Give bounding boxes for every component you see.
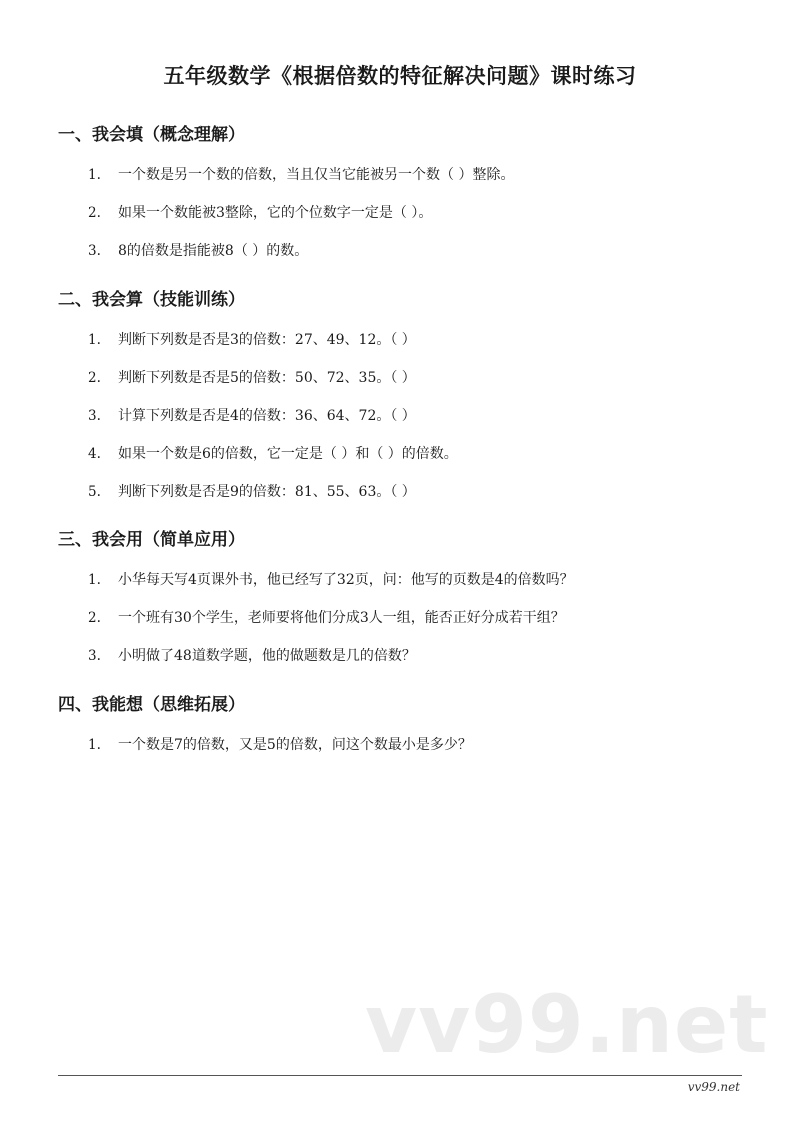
footer-divider [58,1075,742,1076]
question-item [58,482,758,502]
question-text: 判断下列数是否是9的倍数：81、55、63。（ ） [118,484,416,500]
question-text: 一个数是另一个数的倍数，当且仅当它能被另一个数（ ）整除。 [118,167,515,183]
question-text: 计算下列数是否是4的倍数：36、64、72。（ ） [118,408,416,424]
question-number: 4. [88,446,101,462]
question-item [58,570,758,590]
question-item [58,646,758,666]
section-heading: 三、我会用（简单应用） [58,530,245,550]
question-number: 2. [88,205,101,221]
question-item [58,608,758,628]
page-title: 五年级数学《根据倍数的特征解决问题》课时练习 [163,64,637,88]
question-number: 2. [88,610,101,626]
question-item [58,330,758,350]
question-number: 3. [88,243,101,259]
question-text: 判断下列数是否是3的倍数：27、49、12。（ ） [118,332,416,348]
question-text: 小明做了48道数学题，他的做题数是几的倍数？ [118,648,416,664]
question-number: 3. [88,408,101,424]
section-fill-in [58,124,758,279]
section-thinking [58,694,758,773]
question-number: 2. [88,370,101,386]
question-text: 小华每天写4页课外书，他已经写了32页，问：他写的页数是4的倍数吗？ [118,572,574,588]
question-item [58,444,758,464]
question-number: 1. [88,737,101,753]
question-text: 判断下列数是否是5的倍数：50、72、35。（ ） [118,370,416,386]
question-item [58,406,758,426]
question-item [58,203,758,223]
question-text: 一个班有30个学生，老师要将他们分成3人一组，能否正好分成若干组？ [118,610,565,626]
question-item [58,368,758,388]
question-text: 如果一个数是6的倍数，它一定是（ ）和（ ）的倍数。 [118,446,458,462]
section-heading: 四、我能想（思维拓展） [58,695,245,715]
section-application [58,529,758,684]
question-number: 5. [88,484,101,500]
question-item [58,735,758,755]
question-item [58,241,758,261]
question-number: 3. [88,648,101,664]
question-text: 一个数是7的倍数，又是5的倍数，问这个数最小是多少？ [118,737,472,753]
question-text: 8的倍数是指能被8（ ）的数。 [118,243,309,259]
question-text: 如果一个数能被3整除，它的个位数字一定是（ ）。 [118,205,433,221]
watermark: vv99.net [365,978,769,1071]
question-number: 1. [88,332,101,348]
section-calculation [58,289,758,520]
question-number: 1. [88,572,101,588]
section-heading: 一、我会填（概念理解） [58,125,245,145]
question-number: 1. [88,167,101,183]
question-item [58,165,758,185]
section-heading: 二、我会算（技能训练） [58,290,245,310]
footer-site-label: vv99.net [687,1080,740,1094]
